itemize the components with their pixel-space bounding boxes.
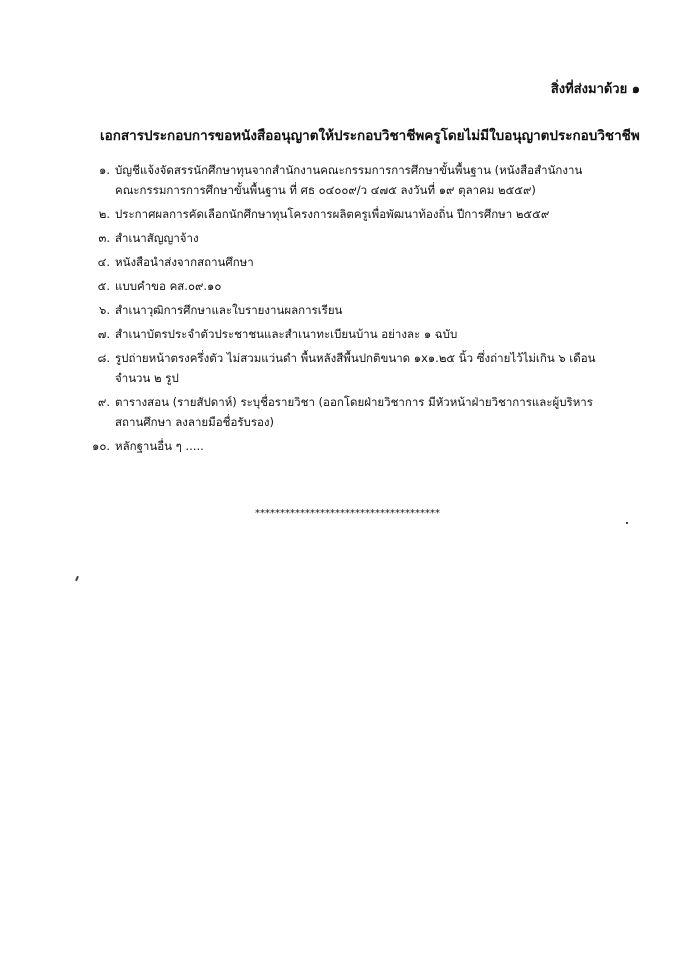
list-item-text — [115, 160, 595, 200]
list-item-number: ๘. — [97, 351, 110, 365]
list-item — [0, 252, 700, 272]
list-item-line: หลักฐานอื่น ๆ ..... — [115, 439, 204, 453]
attachment-label: สิ่งที่ส่งมาด้วย ๑ — [550, 82, 640, 97]
list-item-line: จำนวน ๒ รูป — [115, 371, 179, 385]
list-item-line: สำเนาสัญญาจ้าง — [115, 231, 199, 245]
list-item — [0, 300, 700, 320]
list-item-line: สถานศึกษา ลงลายมือชื่อรับรอง) — [115, 415, 275, 429]
list-item — [0, 228, 700, 248]
list-item-number: ๒. — [98, 207, 110, 221]
list-item-text — [115, 324, 595, 344]
list-item — [0, 392, 700, 432]
list-item-number: ๓. — [98, 231, 110, 245]
separator-line: ************************************* — [255, 508, 440, 519]
list-item-line: แบบคำขอ คส.๐๙.๑๐ — [115, 279, 222, 293]
list-item-line: สำเนาวุฒิการศึกษาและใบรายงานผลการเรียน — [115, 303, 343, 317]
list-item — [0, 436, 700, 456]
list-item — [0, 324, 700, 344]
list-item-number: ๑๐. — [92, 439, 110, 453]
list-item-text — [115, 228, 595, 248]
list-item-number: ๑. — [99, 163, 110, 177]
list-item-number: ๙. — [97, 395, 110, 409]
list-item-text — [115, 392, 595, 432]
list-item-text — [115, 252, 595, 272]
list-item-number: ๖. — [99, 303, 110, 317]
list-item-number: ๕. — [97, 279, 110, 293]
list-item-line: รูปถ่ายหน้าตรงครึ่งตัว ไม่สวมแว่นดำ พื้นหลังสีพื้นปกติขนาด ๑x๑.๒๕ นิ้ว ซึ่งถ่ายไว้ไม่เกิน ๖ เดือน — [115, 351, 596, 365]
list-item-text — [115, 348, 595, 388]
list-item-text — [115, 204, 595, 224]
list-item-line: บัญชีแจ้งจัดสรรนักศึกษาทุนจากสำนักงานคณะกรรมการการศึกษาขั้นพื้นฐาน (หนังสือสำนักงาน — [115, 163, 583, 177]
list-item-line: คณะกรรมการการศึกษาขั้นพื้นฐาน ที่ ศธ ๐๔๐๐๙/ว ๔๗๕ ลงวันที่ ๑๙ ตุลาคม ๒๕๕๙) — [115, 183, 536, 197]
list-item-line: สำเนาบัตรประจำตัวประชาชนและสำเนาทะเบียนบ้าน อย่างละ ๑ ฉบับ — [115, 327, 458, 341]
document-title: เอกสารประกอบการขอหนังสืออนุญาตให้ประกอบวิชาชีพครูโดยไม่มีใบอนุญาตประกอบวิชาชีพ — [100, 128, 640, 144]
list-item-number: ๔. — [97, 255, 110, 269]
list-item-text — [115, 300, 595, 320]
list-item — [0, 160, 700, 200]
list-item-line: ประกาศผลการคัดเลือกนักศึกษาทุนโครงการผลิตครูเพื่อพัฒนาท้องถิ่น ปีการศึกษา ๒๕๕๙ — [115, 207, 550, 221]
list-item — [0, 204, 700, 224]
scan-speck — [75, 576, 79, 581]
list-item-text — [115, 276, 595, 296]
list-item-text — [115, 436, 595, 456]
list-item — [0, 348, 700, 388]
list-item-number: ๗. — [97, 327, 110, 341]
document-list — [0, 160, 700, 460]
list-item-line: หนังสือนำส่งจากสถานศึกษา — [115, 255, 254, 269]
list-item-line: ตารางสอน (รายสัปดาห์) ระบุชื่อรายวิชา (ออกโดยฝ่ายวิชาการ มีหัวหน้าฝ่ายวิชาการและผู้บริหาร — [115, 395, 593, 409]
scan-speck — [626, 522, 628, 524]
list-item — [0, 276, 700, 296]
